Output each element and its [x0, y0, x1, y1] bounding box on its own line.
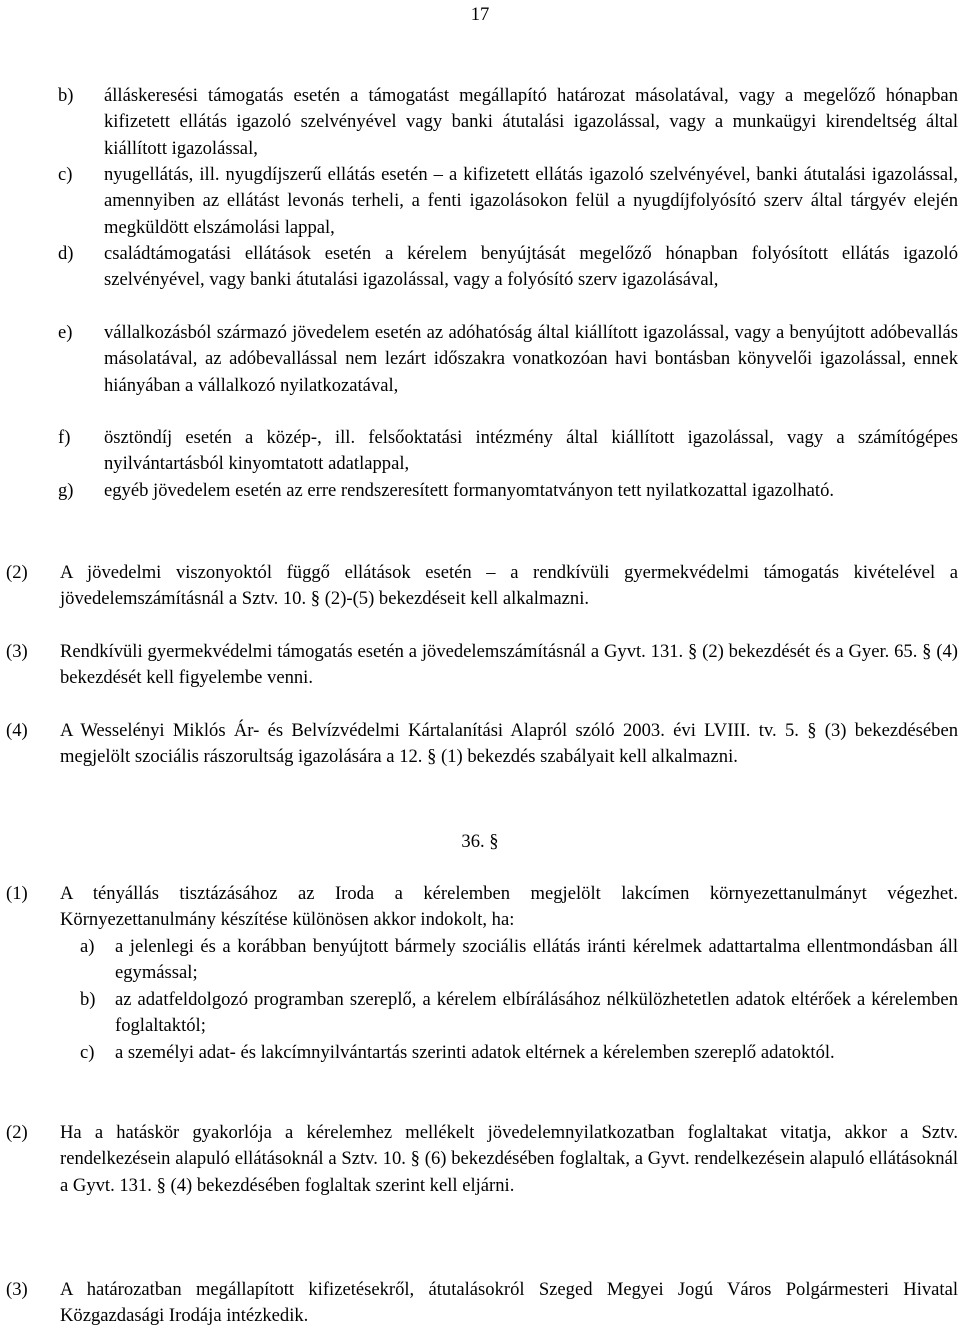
list-item-text: családtámogatási ellátások esetén a kérelem benyújtását megelőző hónapban folyósított ellátás igazoló szelvényével, vagy banki átutalási igazolással, vagy a folyósító szerv igazolásával, [104, 243, 958, 291]
list-item-text: álláskeresési támogatás esetén a támogatást megállapító határozat másolatával, vagy a megelőző hónapban kifizetett ellátás igazoló szelvényével vagy banki átutalási igazolással, vagy a munkaügyi kirendeltség által kiállított igazolással, [104, 85, 958, 159]
list-item-text: vállalkozásból származó jövedelem esetén az adóhatóság által kiállított igazolással, vagy a benyújtott adóbevallás másolatával, az adóbevallással nem lezárt időszakra vonatkozóan havi bontásban könyvelői igazolással, ennek hiányában a vállalkozó nyilatkozatával, [104, 322, 958, 396]
list-item-label: b) [58, 85, 74, 106]
paragraph-number: (1) [6, 883, 28, 904]
paragraph-text-content: Rendkívüli gyermekvédelmi támogatás esetén a jövedelemszámításnál a Gyvt. 131. § (2) bekezdését és a Gyer. 65. § (4) bekezdését kell figyelembe venni. [60, 641, 958, 689]
list-item-text: az adatfeldolgozó programban szereplő, a kérelem elbírálásához nélkülözhetetlen adatok eltérőek a kérelemben foglaltaktól; [115, 989, 958, 1037]
paragraph-number: (2) [6, 562, 28, 583]
paragraph-text-content: A Wesselényi Miklós Ár- és Belvízvédelmi Kártalanítási Alapról szóló 2003. évi LVIII. tv. 5. § (3) bekezdésében megjelölt szociális rászorultság igazolására a 12. § (1) bekezdés szabályait kell alkalmazni. [60, 720, 958, 768]
list-item-label: c) [80, 1042, 95, 1063]
paragraph-text-content: Ha a hatáskör gyakorlója a kérelemhez mellékelt jövedelemnyilatkozatban foglaltakat vitatja, akkor a Sztv. rendelkezésein alapuló ellátásoknál a Sztv. 10. § (6) bekezdésében foglaltak, a Gyvt. rendelkezésein alapuló ellátásoknál a Gyvt. 131. § (4) bekezdésében foglaltak szerint kell eljárni. [60, 1122, 958, 1196]
paragraph-text [60, 560, 958, 613]
paragraph-text-content: A jövedelmi viszonyoktól függő ellátások esetén – a rendkívüli gyermekvédelmi támogatás kivételével a jövedelemszámításnál a Sztv. 10. § (2)-(5) bekezdéseit kell alkalmazni. [60, 562, 958, 610]
list-item-label: c) [58, 164, 73, 185]
list-item-text: nyugellátás, ill. nyugdíjszerű ellátás esetén – a kifizetett ellátás igazoló szelvényével, banki átutalási igazolással, amennyiben az ellátást levonás terheli, a fenti igazolásokon felül a nyugdíjfolyósító szerv által tárgyév elején megküldött elszámolási lappal, [104, 164, 958, 238]
paragraph-number: (3) [6, 1279, 28, 1300]
list-item-label: b) [80, 989, 96, 1010]
list-item-label: g) [58, 480, 74, 501]
list-item-label: f) [58, 427, 71, 448]
paragraph-text [60, 718, 958, 771]
list-item-label: d) [58, 243, 74, 264]
list-item-label: a) [80, 936, 95, 957]
list-item-text: a személyi adat- és lakcímnyilvántartás szerinti adatok eltérnek a kérelemben szereplő adatoktól. [115, 1042, 835, 1063]
paragraph-number: (3) [6, 641, 28, 662]
list-item-text: a jelenlegi és a korábban benyújtott bármely szociális ellátás iránti kérelmek adattartalma ellentmondásban áll egymással; [115, 936, 958, 984]
list-item-text: ösztöndíj esetén a közép-, ill. felsőoktatási intézmény által kiállított igazolással, vagy a számítógépes nyilvántartásból kinyomtatott adatlappal, [104, 427, 958, 475]
paragraph-number: (4) [6, 720, 28, 741]
paragraph-text-content: A határozatban megállapított kifizetésekről, átutalásokról Szeged Megyei Jogú Város Polgármesteri Hivatal Közgazdasági Irodája intézkedik. [60, 1279, 958, 1327]
paragraph-text [60, 1277, 958, 1330]
paragraph-text [60, 1120, 958, 1199]
section-heading: 36. § [461, 831, 499, 852]
paragraph-number: (2) [6, 1122, 28, 1143]
list-item-text: egyéb jövedelem esetén az erre rendszeresített formanyomtatványon tett nyilatkozattal igazolható. [104, 480, 835, 501]
page-number: 17 [470, 4, 490, 25]
list-item-label: e) [58, 322, 73, 343]
paragraph-text [60, 639, 958, 692]
paragraph-text [60, 881, 958, 934]
paragraph-text-content: A tényállás tisztázásához az Iroda a kérelemben megjelölt lakcímen környezettanulmányt végezhet. Környezettanulmány készítése különösen akkor indokolt, ha: [60, 883, 958, 931]
